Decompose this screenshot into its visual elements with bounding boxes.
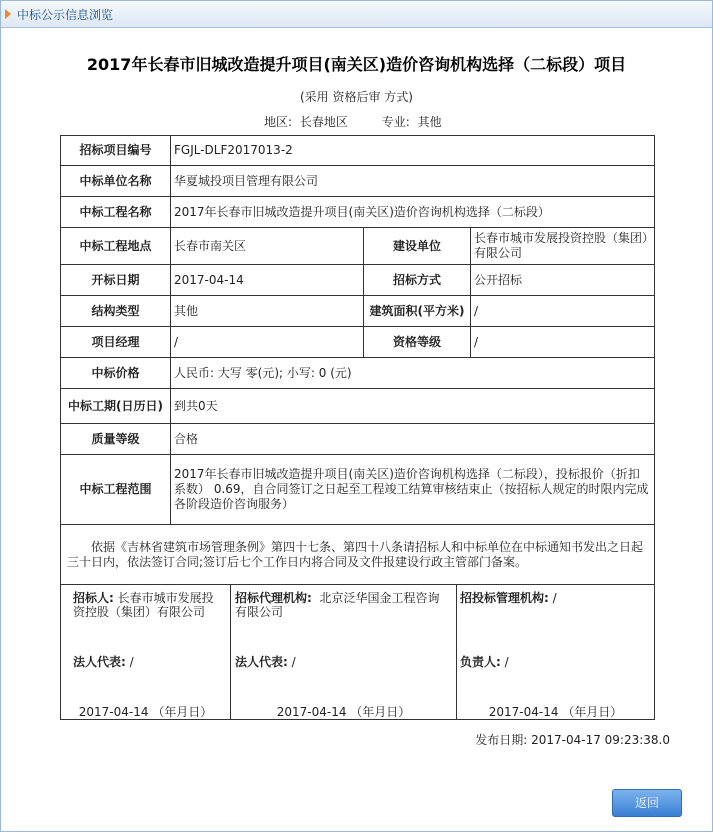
- table-row: [61, 455, 655, 525]
- builder-value: 长春市城市发展投资控股（集团）有限公司: [471, 228, 655, 265]
- authority-cell: [457, 585, 655, 720]
- agent-rep-label: 法人代表:: [235, 655, 288, 669]
- structure-label: 结构类型: [61, 296, 171, 327]
- builder-label: 建设单位: [364, 228, 471, 265]
- project-no-value: FGJL-DLF2017013-2: [171, 136, 655, 166]
- info-table: [60, 135, 655, 585]
- scope-label: 中标工程范围: [61, 455, 171, 525]
- table-row: [61, 228, 655, 265]
- legal-rep-label: 法人代表:: [73, 655, 126, 669]
- tenderer-label: 招标人:: [73, 591, 114, 605]
- publish-label: 发布日期:: [475, 733, 528, 747]
- agent-value: 北京泛华国金工程咨询有限公司: [235, 591, 440, 619]
- quality-value: 合格: [171, 424, 655, 455]
- tenderer-value: 长春市城市发展投资控股（集团）有限公司: [73, 591, 214, 619]
- winner-label: 中标单位名称: [61, 166, 171, 197]
- region-value: 长春地区: [299, 115, 348, 129]
- open-date-value: 2017-04-14: [171, 265, 364, 296]
- region-line: [264, 113, 446, 130]
- table-row: [61, 358, 655, 389]
- agent-cell: [231, 585, 457, 720]
- area-label: 建筑面积(平方米): [364, 296, 471, 327]
- legal-notice: 依据《吉林省建筑市场管理条例》第四十七条、第四十八条请招标人和中标单位在中标通知书发出之日起三十日内，依法签订合同;签订后七个工作日内将合同及文件报建设行政主管部门备案。: [61, 525, 655, 585]
- authority-label: 招投标管理机构:: [460, 591, 549, 605]
- project-no-label: 招标项目编号: [61, 136, 171, 166]
- location-label: 中标工程地点: [61, 228, 171, 265]
- table-row: [61, 136, 655, 166]
- panel-title: 中标公示信息浏览: [17, 8, 114, 22]
- method-label: 招标方式: [364, 265, 471, 296]
- table-row: [61, 166, 655, 197]
- agent-label: 招标代理机构:: [235, 591, 312, 605]
- page-title: 2017年长春市旧城改造提升项目(南关区)造价咨询机构选择（二标段）项目: [86, 55, 627, 74]
- method-subtitle: (采用 资格后审 方式): [300, 90, 413, 104]
- table-row: [61, 327, 655, 358]
- region-label: 地区:: [264, 115, 293, 129]
- profession-label: 专业:: [381, 115, 410, 129]
- quality-label: 质量等级: [61, 424, 171, 455]
- qualification-value: /: [471, 327, 655, 358]
- agent-date: 2017-04-14 （年月日）: [276, 705, 411, 719]
- structure-value: 其他: [171, 296, 364, 327]
- table-row: [61, 525, 655, 585]
- manager-value: /: [171, 327, 364, 358]
- duration-label: 中标工期(日历日): [61, 389, 171, 424]
- responsible-value: /: [504, 655, 509, 669]
- tenderer-cell: [61, 585, 231, 720]
- project-name-label: 中标工程名称: [61, 197, 171, 228]
- agent-rep-value: /: [291, 655, 296, 669]
- open-date-label: 开标日期: [61, 265, 171, 296]
- profession-value: 其他: [417, 115, 442, 129]
- duration-value: 到共0天: [171, 389, 655, 424]
- price-label: 中标价格: [61, 358, 171, 389]
- legal-rep-value: /: [129, 655, 134, 669]
- authority-date: 2017-04-14 （年月日）: [488, 705, 623, 719]
- table-row: [61, 265, 655, 296]
- authority-value: /: [552, 591, 557, 605]
- scope-value: 2017年长春市旧城改造提升项目(南关区)造价咨询机构选择（二标段），投标报价（折扣系数） 0.69，自合同签订之日起至工程竣工结算审核结束止（按招标人规定的时限内完成各阶段造价咨询服务）: [171, 455, 655, 525]
- price-value: 人民币: 大写 零(元); 小写: 0 (元): [171, 358, 655, 389]
- responsible-label: 负责人:: [460, 655, 501, 669]
- table-row: [61, 197, 655, 228]
- signature-table: [60, 585, 655, 720]
- qualification-label: 资格等级: [364, 327, 471, 358]
- location-value: 长春市南关区: [171, 228, 364, 265]
- publish-value: 2017-04-17 09:23:38.0: [531, 733, 670, 747]
- table-row: [61, 389, 655, 424]
- area-value: /: [471, 296, 655, 327]
- winner-value: 华夏城投项目管理有限公司: [171, 166, 655, 197]
- table-row: [61, 424, 655, 455]
- arrow-icon: [5, 9, 11, 19]
- table-row: [61, 296, 655, 327]
- panel-header: [1, 1, 712, 28]
- manager-label: 项目经理: [61, 327, 171, 358]
- method-value: 公开招标: [471, 265, 655, 296]
- publish-date: [475, 731, 670, 748]
- back-button[interactable]: 返回: [612, 789, 682, 817]
- project-name-value: 2017年长春市旧城改造提升项目(南关区)造价咨询机构选择（二标段）: [171, 197, 655, 228]
- tenderer-date: 2017-04-14 （年月日）: [78, 705, 213, 719]
